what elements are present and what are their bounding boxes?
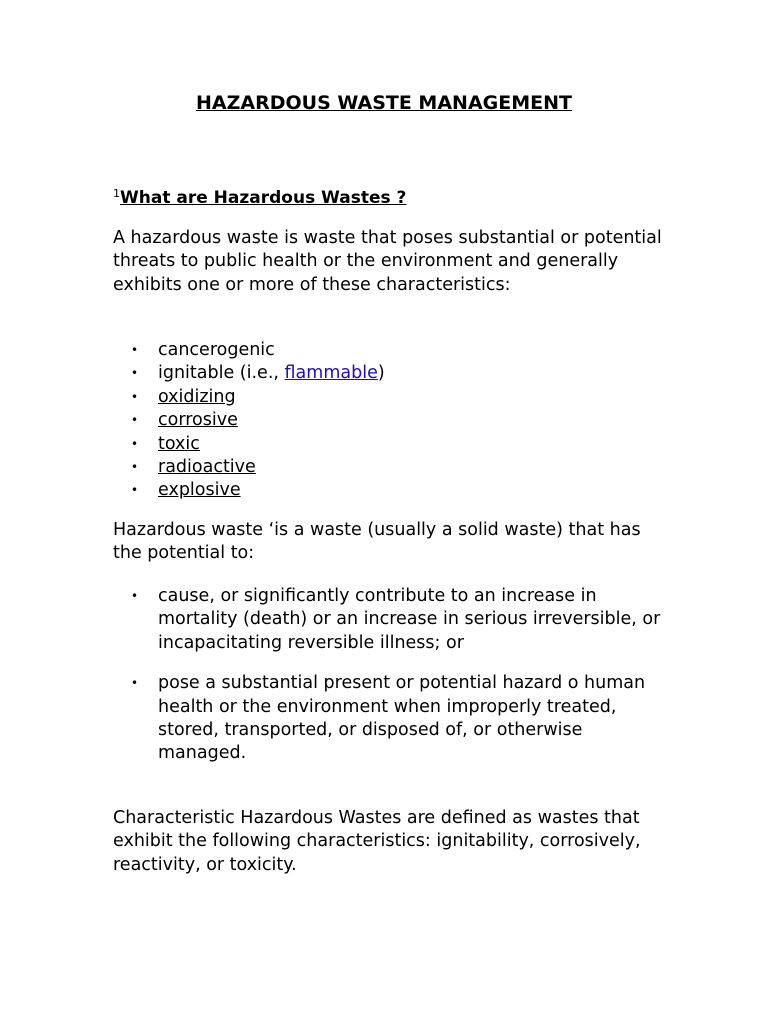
list-item-text: oxidizing [158,386,236,407]
list-item [113,362,673,385]
list-item [113,479,673,502]
list-item [113,672,673,766]
bullet-icon: • [131,589,139,603]
bullet-icon: • [131,436,139,451]
list-item [113,456,673,479]
list-item-text: radioactive [158,457,256,478]
footnote-mark[interactable]: 1 [113,187,120,200]
section-heading-text: What are Hazardous Wastes ? [120,188,407,208]
bullet-icon: • [131,413,139,428]
intro-paragraph: A hazardous waste is waste that poses substantial or potential threats to public health or the environment and generally exhibits one or more of these characteristics: [113,228,662,295]
list-item-text: pose a substantial present or potential hazard o human health or the environment when improperly treated, stored, transported, or disposed of, or otherwise managed. [158,673,646,764]
closing-paragraph: Characteristic Hazardous Wastes are defined as wastes that exhibit the following characteristics: ignitability, corrosively, reactivity, or toxicity. [113,808,641,875]
document-title: HAZARDOUS WASTE MANAGEMENT [196,92,572,114]
section-heading [113,186,406,210]
list-item-text: cause, or significantly contribute to an increase in mortality (death) or an increase in serious irreversible, or incapacitating reversible illness; or [158,586,661,653]
bullet-icon: • [131,460,139,475]
list-item [113,339,673,362]
list-item-text: toxic [158,433,200,454]
bullet-icon: • [131,366,139,381]
bullet-icon: • [131,389,139,404]
list-item [113,585,673,655]
list-item-text: cancerogenic [158,340,275,360]
list-item-text: ) [377,363,385,384]
list-item-text: explosive [158,480,241,501]
list-item [113,386,673,409]
flammable-link[interactable]: flammable [284,363,378,384]
list-item-text: corrosive [158,410,238,431]
bullet-icon: • [131,676,139,691]
bullet-icon: • [131,343,139,357]
list-item [113,409,673,432]
characteristics-list [113,339,673,503]
list-item-text: ignitable (i.e., [158,363,285,384]
bullet-icon: • [131,483,139,498]
potential-list [113,585,673,766]
second-paragraph: Hazardous waste ‘is a waste (usually a solid waste) that has the potential to: [113,520,641,564]
list-item [113,433,673,456]
